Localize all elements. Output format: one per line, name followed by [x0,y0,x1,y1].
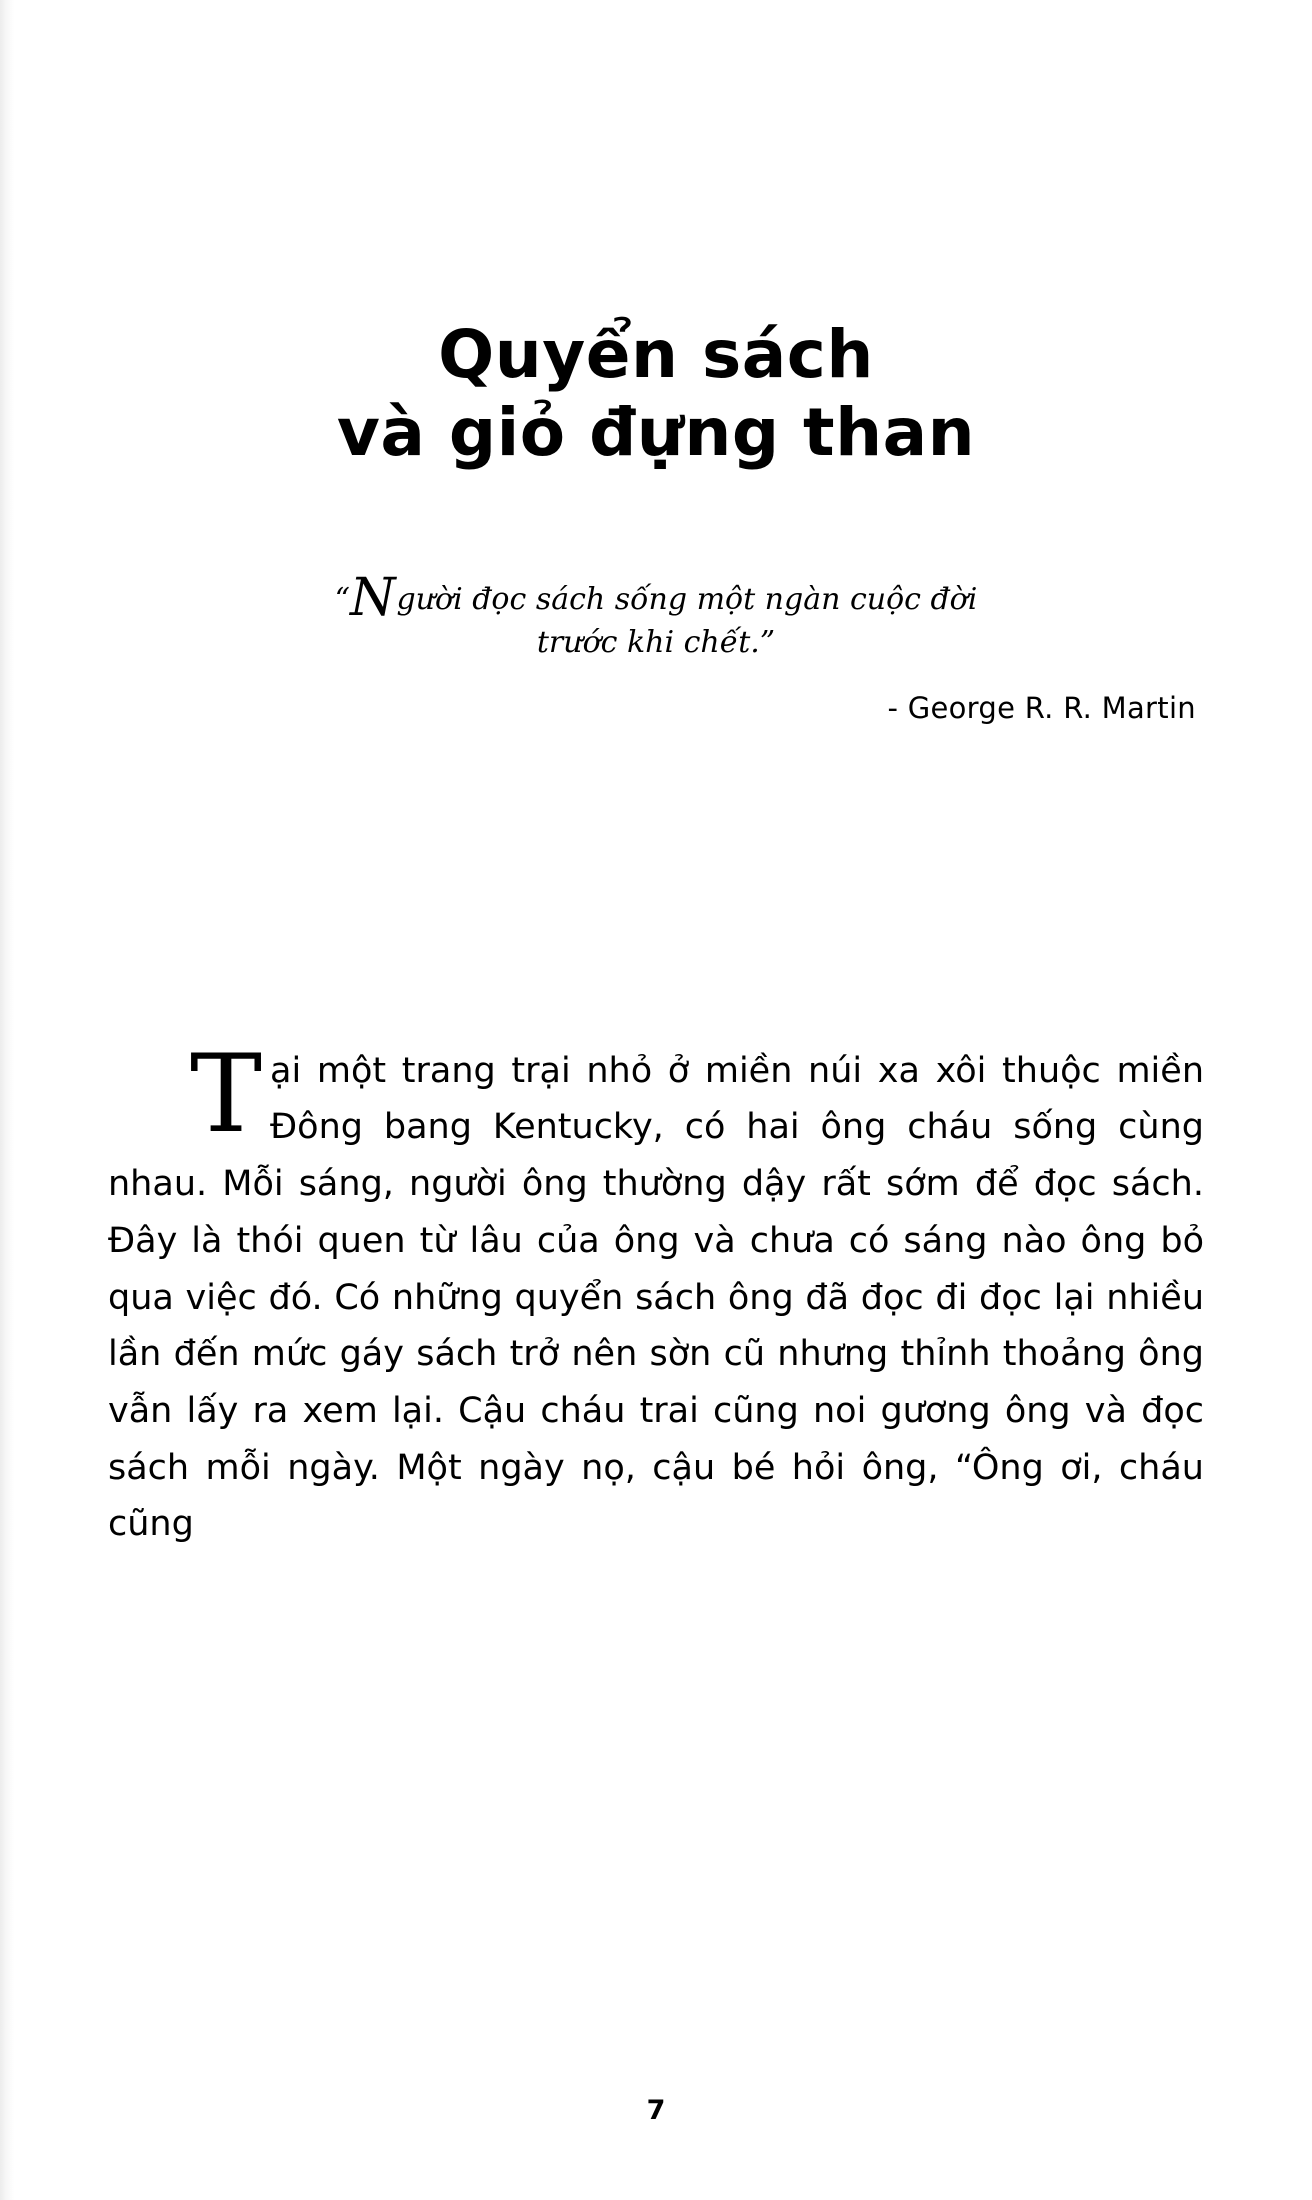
chapter-title-line-1: Quyển sách [438,316,874,393]
epigraph-body: gười đọc sách sống một ngàn cuộc đời trước khi chết. [396,581,978,661]
page-content [108,0,1204,2200]
epigraph-dropcap: N [350,567,396,628]
body-paragraph: Tại một trang trại nhỏ ở miền núi xa xôi thuộc miền Đông bang Kentucky, có hai ông cháu sống cùng nhau. Mỗi sáng, người ông thường dậy rất sớm để đọc sách. Đây là thói quen từ lâu của ông và chưa có sáng nào ông bỏ qua việc đó. Có những quyển sách ông đã đọc đi đọc lại nhiều lần đến mức gáy sách trở nên sờn cũ nhưng thỉnh thoảng ông vẫn lấy ra xem lại. Cậu cháu trai cũng noi gương ông và đọc sách mỗi ngày. Một ngày nọ, cậu bé hỏi ông, “Ông ơi, cháu cũng [108,1031,1204,1545]
chapter-title-line-2: và giỏ đựng than [336,393,976,471]
epigraph-block [108,567,1204,725]
chapter-title [108,0,1204,472]
scan-edge-shadow [0,0,14,2200]
page-number: 7 [646,2095,666,2126]
epigraph-close-quote: ” [759,625,776,661]
epigraph-open-quote: “ [334,581,350,617]
epigraph-attribution: - George R. R. Martin [887,690,1196,725]
epigraph-text [296,567,1016,665]
